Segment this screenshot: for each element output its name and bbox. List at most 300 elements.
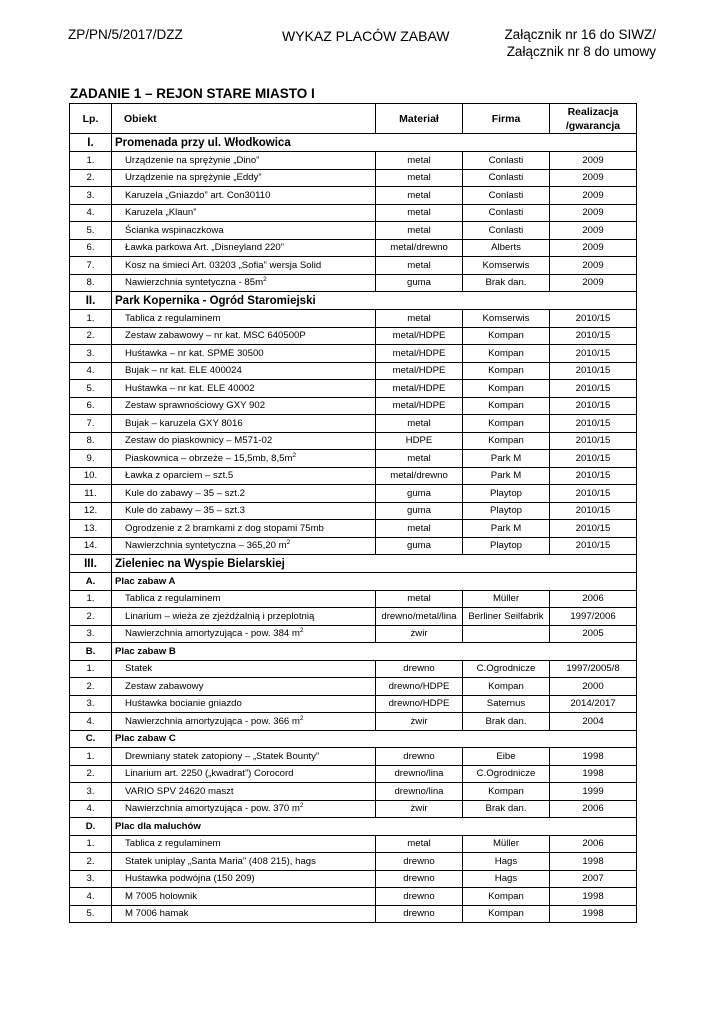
company-cell bbox=[463, 625, 550, 643]
row-number: 4. bbox=[70, 888, 112, 906]
table-row bbox=[70, 380, 637, 398]
section-title: Plac zabaw A bbox=[112, 573, 637, 591]
material-cell: metal bbox=[376, 415, 463, 433]
section-number: D. bbox=[70, 818, 112, 836]
row-number: 1. bbox=[70, 660, 112, 678]
table-row bbox=[70, 485, 637, 503]
year-cell: 1998 bbox=[550, 888, 637, 906]
row-number: 5. bbox=[70, 380, 112, 398]
object-name bbox=[112, 345, 376, 363]
object-name bbox=[112, 362, 376, 380]
company-cell: Komserwis bbox=[463, 310, 550, 328]
company-cell: Brak dan. bbox=[463, 713, 550, 731]
section-title: Zieleniec na Wyspie Bielarskiej bbox=[112, 555, 637, 573]
material-cell: guma bbox=[376, 502, 463, 520]
row-number: 3. bbox=[70, 187, 112, 205]
subsection-row bbox=[70, 730, 637, 748]
object-name bbox=[112, 397, 376, 415]
object-name-text: Nawierzchnia syntetyczna – 365,20 m bbox=[125, 540, 287, 552]
object-name bbox=[112, 257, 376, 275]
row-number: 12. bbox=[70, 502, 112, 520]
table-row bbox=[70, 537, 637, 555]
material-cell: drewno/HDPE bbox=[376, 678, 463, 696]
row-number: 1. bbox=[70, 748, 112, 766]
object-name-text: Tablica z regulaminem bbox=[125, 312, 221, 324]
company-cell: Conlasti bbox=[463, 222, 550, 240]
material-cell: guma bbox=[376, 537, 463, 555]
material-cell: drewno/metal/lina bbox=[376, 608, 463, 626]
company-cell: Kompan bbox=[463, 380, 550, 398]
document-title: WYKAZ PLACÓW ZABAW bbox=[282, 28, 450, 44]
row-number: 8. bbox=[70, 432, 112, 450]
material-cell: żwir bbox=[376, 625, 463, 643]
row-number: 3. bbox=[70, 625, 112, 643]
material-cell: metal bbox=[376, 520, 463, 538]
table-row bbox=[70, 239, 637, 257]
object-name-text: Huśtawka – nr kat. SPME 30500 bbox=[125, 347, 264, 359]
company-cell: Berliner Seilfabrik bbox=[463, 608, 550, 626]
year-cell: 2010/15 bbox=[550, 520, 637, 538]
company-cell: Kompan bbox=[463, 905, 550, 923]
row-number: 4. bbox=[70, 800, 112, 818]
object-name-text: Huśtawka bocianie gniazdo bbox=[125, 698, 242, 710]
table-row bbox=[70, 502, 637, 520]
company-cell: Park M bbox=[463, 520, 550, 538]
year-cell: 2010/15 bbox=[550, 397, 637, 415]
object-name bbox=[112, 800, 376, 818]
material-cell: metal/drewno bbox=[376, 239, 463, 257]
material-cell: metal bbox=[376, 169, 463, 187]
year-cell: 1998 bbox=[550, 853, 637, 871]
attachment-note-line2: Załącznik nr 8 do umowy bbox=[506, 43, 656, 59]
object-name bbox=[112, 187, 376, 205]
table-row bbox=[70, 608, 637, 626]
object-name bbox=[112, 660, 376, 678]
section-title: Park Kopernika - Ogród Staromiejski bbox=[112, 292, 637, 310]
table-header-row bbox=[70, 104, 637, 134]
table-row bbox=[70, 432, 637, 450]
subsection-row bbox=[70, 643, 637, 661]
row-number: 6. bbox=[70, 397, 112, 415]
company-cell: C.Ogrodnicze bbox=[463, 660, 550, 678]
table-row bbox=[70, 397, 637, 415]
unit-superscript: 2 bbox=[263, 276, 267, 284]
material-cell: drewno bbox=[376, 905, 463, 923]
row-number: 1. bbox=[70, 835, 112, 853]
material-cell: drewno bbox=[376, 660, 463, 678]
playground-table bbox=[69, 103, 637, 923]
row-number: 3. bbox=[70, 783, 112, 801]
object-name bbox=[112, 678, 376, 696]
year-cell: 2010/15 bbox=[550, 415, 637, 433]
year-cell: 2005 bbox=[550, 625, 637, 643]
row-number: 2. bbox=[70, 169, 112, 187]
unit-superscript: 2 bbox=[299, 802, 304, 810]
object-name-text: Zestaw zabawowy – nr kat. MSC 640500P bbox=[125, 330, 306, 342]
object-name bbox=[112, 835, 376, 853]
attachment-note bbox=[504, 27, 656, 60]
year-cell: 2010/15 bbox=[550, 537, 637, 555]
year-cell: 1998 bbox=[550, 905, 637, 923]
material-cell: metal/HDPE bbox=[376, 345, 463, 363]
material-cell: drewno/lina bbox=[376, 765, 463, 783]
year-cell: 2010/15 bbox=[550, 485, 637, 503]
year-cell: 2009 bbox=[550, 257, 637, 275]
column-header-material: Materiał bbox=[376, 104, 463, 134]
company-cell: Playtop bbox=[463, 502, 550, 520]
company-cell: Park M bbox=[463, 467, 550, 485]
table-row bbox=[70, 625, 637, 643]
object-name bbox=[112, 274, 376, 292]
object-name-text: Statek uniplay „Santa Maria” (408 215), hags bbox=[125, 855, 316, 867]
object-name-text: Kule do zabawy – 35 – szt.3 bbox=[125, 505, 245, 517]
section-number: C. bbox=[70, 730, 112, 748]
material-cell: metal/drewno bbox=[376, 467, 463, 485]
object-name bbox=[112, 432, 376, 450]
company-cell: Brak dan. bbox=[463, 800, 550, 818]
company-cell: Playtop bbox=[463, 537, 550, 555]
section-row bbox=[70, 134, 637, 152]
table-row bbox=[70, 274, 637, 292]
object-name-text: Ławka parkowa Art. „Disneyland 220” bbox=[125, 242, 284, 254]
section-number: II. bbox=[70, 292, 112, 310]
column-header-lp: Lp. bbox=[70, 104, 112, 134]
company-cell: C.Ogrodnicze bbox=[463, 765, 550, 783]
table-row bbox=[70, 888, 637, 906]
object-name-text: Piaskownica – obrzeże – 15,5mb, 8,5m bbox=[125, 452, 293, 464]
year-cell: 1997/2005/8 bbox=[550, 660, 637, 678]
object-name bbox=[112, 590, 376, 608]
company-cell: Eibe bbox=[463, 748, 550, 766]
object-name-text: Linarium art. 2250 („kwadrat”) Corocord bbox=[125, 768, 294, 780]
year-cell: 2010/15 bbox=[550, 327, 637, 345]
row-number: 6. bbox=[70, 239, 112, 257]
unit-superscript: 2 bbox=[292, 451, 297, 459]
object-name-text: Urządzenie na sprężynie „Dino” bbox=[125, 154, 260, 166]
object-name bbox=[112, 748, 376, 766]
table-row bbox=[70, 660, 637, 678]
company-cell: Kompan bbox=[463, 783, 550, 801]
table-row bbox=[70, 520, 637, 538]
company-cell: Saternus bbox=[463, 695, 550, 713]
object-name bbox=[112, 905, 376, 923]
object-name bbox=[112, 467, 376, 485]
object-name-text: Karuzela „Gniazdo” art. Con30110 bbox=[125, 189, 271, 201]
row-number: 4. bbox=[70, 362, 112, 380]
object-name bbox=[112, 152, 376, 170]
year-cell: 2006 bbox=[550, 590, 637, 608]
object-name bbox=[112, 450, 376, 468]
table-row bbox=[70, 204, 637, 222]
row-number: 8. bbox=[70, 274, 112, 292]
object-name bbox=[112, 222, 376, 240]
year-cell: 2009 bbox=[550, 239, 637, 257]
row-number: 2. bbox=[70, 853, 112, 871]
object-name-text: Nawierzchnia amortyzująca - pow. 370 m bbox=[125, 803, 300, 815]
company-cell: Komserwis bbox=[463, 257, 550, 275]
material-cell: drewno bbox=[376, 748, 463, 766]
section-number: I. bbox=[70, 134, 112, 152]
object-name-text: Tablica z regulaminem bbox=[125, 838, 221, 850]
object-name bbox=[112, 888, 376, 906]
year-cell: 2010/15 bbox=[550, 380, 637, 398]
object-name-text: Linarium – wieża ze zjeżdżalnią i przeplotnią bbox=[125, 610, 315, 622]
row-number: 11. bbox=[70, 485, 112, 503]
material-cell: metal bbox=[376, 204, 463, 222]
object-name bbox=[112, 485, 376, 503]
row-number: 10. bbox=[70, 467, 112, 485]
object-name-text: Bujak – karuzela GXY 8016 bbox=[125, 417, 243, 429]
company-cell: Park M bbox=[463, 450, 550, 468]
object-name bbox=[112, 204, 376, 222]
section-title: Plac dla maluchów bbox=[112, 818, 637, 836]
year-cell: 2010/15 bbox=[550, 432, 637, 450]
table-row bbox=[70, 713, 637, 731]
object-name bbox=[112, 537, 376, 555]
row-number: 4. bbox=[70, 713, 112, 731]
material-cell: drewno bbox=[376, 870, 463, 888]
material-cell: HDPE bbox=[376, 432, 463, 450]
section-number: III. bbox=[70, 555, 112, 573]
row-number: 5. bbox=[70, 905, 112, 923]
row-number: 1. bbox=[70, 152, 112, 170]
year-cell: 2009 bbox=[550, 222, 637, 240]
object-name-text: Zestaw zabawowy bbox=[125, 680, 204, 692]
material-cell: metal/HDPE bbox=[376, 397, 463, 415]
table-row bbox=[70, 415, 637, 433]
year-cell: 2006 bbox=[550, 800, 637, 818]
object-name bbox=[112, 625, 376, 643]
table-row bbox=[70, 765, 637, 783]
material-cell: żwir bbox=[376, 713, 463, 731]
company-cell: Kompan bbox=[463, 345, 550, 363]
subsection-row bbox=[70, 573, 637, 591]
section-title: Promenada przy ul. Włodkowica bbox=[112, 134, 637, 152]
table-row bbox=[70, 678, 637, 696]
row-number: 3. bbox=[70, 695, 112, 713]
object-name bbox=[112, 783, 376, 801]
unit-superscript: 2 bbox=[299, 714, 304, 722]
material-cell: metal/HDPE bbox=[376, 362, 463, 380]
company-cell: Müller bbox=[463, 835, 550, 853]
section-number: B. bbox=[70, 643, 112, 661]
row-number: 13. bbox=[70, 520, 112, 538]
company-cell: Playtop bbox=[463, 485, 550, 503]
column-header-realizacja-line1: Realizacja bbox=[567, 105, 619, 118]
object-name-text: Nawierzchnia syntetyczna - 85m bbox=[125, 277, 264, 289]
company-cell: Kompan bbox=[463, 327, 550, 345]
row-number: 14. bbox=[70, 537, 112, 555]
row-number: 1. bbox=[70, 590, 112, 608]
table-row bbox=[70, 905, 637, 923]
table-row bbox=[70, 169, 637, 187]
material-cell: guma bbox=[376, 485, 463, 503]
object-name-text: Ścianka wspinaczkowa bbox=[125, 224, 224, 236]
material-cell: metal bbox=[376, 187, 463, 205]
company-cell: Müller bbox=[463, 590, 550, 608]
company-cell: Conlasti bbox=[463, 204, 550, 222]
material-cell: metal bbox=[376, 835, 463, 853]
section-title: Plac zabaw B bbox=[112, 643, 637, 661]
material-cell: żwir bbox=[376, 800, 463, 818]
unit-superscript: 2 bbox=[299, 627, 304, 635]
unit-superscript: 2 bbox=[286, 539, 291, 547]
company-cell: Kompan bbox=[463, 415, 550, 433]
table-row bbox=[70, 748, 637, 766]
object-name bbox=[112, 765, 376, 783]
table-row bbox=[70, 257, 637, 275]
object-name bbox=[112, 853, 376, 871]
year-cell: 2004 bbox=[550, 713, 637, 731]
material-cell: metal/HDPE bbox=[376, 327, 463, 345]
material-cell: drewno bbox=[376, 853, 463, 871]
year-cell: 2010/15 bbox=[550, 310, 637, 328]
year-cell: 2010/15 bbox=[550, 362, 637, 380]
table-row bbox=[70, 152, 637, 170]
table-row bbox=[70, 327, 637, 345]
object-name-text: Urządzenie na sprężynie „Eddy” bbox=[125, 172, 262, 184]
column-header-realizacja-line2: /gwarancja bbox=[565, 119, 621, 132]
year-cell: 2010/15 bbox=[550, 345, 637, 363]
year-cell: 2009 bbox=[550, 169, 637, 187]
company-cell: Hags bbox=[463, 870, 550, 888]
object-name-text: Zestaw do piaskownicy – M571-02 bbox=[125, 435, 273, 447]
year-cell: 2014/2017 bbox=[550, 695, 637, 713]
company-cell: Kompan bbox=[463, 678, 550, 696]
table-row bbox=[70, 310, 637, 328]
material-cell: metal bbox=[376, 152, 463, 170]
year-cell: 1998 bbox=[550, 748, 637, 766]
material-cell: metal bbox=[376, 310, 463, 328]
table-body bbox=[70, 134, 637, 923]
attachment-note-line1: Załącznik nr 16 do SIWZ/ bbox=[504, 27, 656, 42]
object-name bbox=[112, 380, 376, 398]
year-cell: 2000 bbox=[550, 678, 637, 696]
material-cell: metal/HDPE bbox=[376, 380, 463, 398]
object-name-text: M 7006 hamak bbox=[125, 908, 189, 920]
table-row bbox=[70, 222, 637, 240]
year-cell: 2010/15 bbox=[550, 467, 637, 485]
material-cell: metal bbox=[376, 222, 463, 240]
material-cell: drewno/lina bbox=[376, 783, 463, 801]
year-cell: 1999 bbox=[550, 783, 637, 801]
object-name bbox=[112, 713, 376, 731]
row-number: 7. bbox=[70, 257, 112, 275]
object-name bbox=[112, 870, 376, 888]
object-name bbox=[112, 502, 376, 520]
year-cell: 2010/15 bbox=[550, 450, 637, 468]
company-cell: Alberts bbox=[463, 239, 550, 257]
year-cell: 2009 bbox=[550, 152, 637, 170]
column-header-obiekt: Obiekt bbox=[112, 104, 376, 134]
year-cell: 2006 bbox=[550, 835, 637, 853]
company-cell: Kompan bbox=[463, 362, 550, 380]
object-name-text: Bujak – nr kat. ELE 400024 bbox=[125, 365, 242, 377]
year-cell: 2010/15 bbox=[550, 502, 637, 520]
table-row bbox=[70, 590, 637, 608]
row-number: 1. bbox=[70, 310, 112, 328]
section-row bbox=[70, 292, 637, 310]
object-name bbox=[112, 415, 376, 433]
year-cell: 1998 bbox=[550, 765, 637, 783]
year-cell: 1997/2006 bbox=[550, 608, 637, 626]
row-number: 5. bbox=[70, 222, 112, 240]
object-name-text: Statek bbox=[125, 663, 153, 675]
material-cell: metal bbox=[376, 257, 463, 275]
object-name-text: Nawierzchnia amortyzująca - pow. 384 m bbox=[125, 628, 300, 640]
object-name bbox=[112, 239, 376, 257]
section-row bbox=[70, 555, 637, 573]
object-name-text: Nawierzchnia amortyzująca - pow. 366 m bbox=[125, 715, 300, 727]
table-row bbox=[70, 835, 637, 853]
row-number: 7. bbox=[70, 415, 112, 433]
company-cell: Kompan bbox=[463, 888, 550, 906]
year-cell: 2009 bbox=[550, 187, 637, 205]
table-row bbox=[70, 467, 637, 485]
year-cell: 2007 bbox=[550, 870, 637, 888]
section-number: A. bbox=[70, 573, 112, 591]
row-number: 2. bbox=[70, 678, 112, 696]
object-name-text: M 7005 holownik bbox=[125, 890, 197, 902]
table-row bbox=[70, 853, 637, 871]
row-number: 9. bbox=[70, 450, 112, 468]
company-cell: Brak dan. bbox=[463, 274, 550, 292]
object-name-text: Drewniany statek zatopiony – „Statek Bounty” bbox=[125, 750, 320, 762]
subsection-row bbox=[70, 818, 637, 836]
year-cell: 2009 bbox=[550, 204, 637, 222]
material-cell: metal bbox=[376, 450, 463, 468]
object-name-text: Huśtawka podwójna (150 209) bbox=[125, 873, 255, 885]
row-number: 2. bbox=[70, 327, 112, 345]
object-name bbox=[112, 169, 376, 187]
company-cell: Kompan bbox=[463, 397, 550, 415]
object-name-text: Kosz na śmieci Art. 03203 „Sofia” wersja Solid bbox=[125, 259, 322, 271]
row-number: 3. bbox=[70, 870, 112, 888]
material-cell: drewno bbox=[376, 888, 463, 906]
object-name bbox=[112, 520, 376, 538]
column-header-firma: Firma bbox=[463, 104, 550, 134]
object-name-text: Huśtawka – nr kat. ELE 40002 bbox=[125, 382, 255, 394]
object-name bbox=[112, 695, 376, 713]
table-row bbox=[70, 695, 637, 713]
object-name-text: Zestaw sprawnościowy GXY 902 bbox=[125, 400, 266, 412]
object-name-text: Karuzela „Klaun” bbox=[125, 207, 197, 219]
object-name-text: VARIO SPV 24620 maszt bbox=[125, 785, 234, 797]
object-name-text: Ogrodzenie z 2 bramkami z dog stopami 75mb bbox=[125, 522, 324, 534]
company-cell: Conlasti bbox=[463, 169, 550, 187]
table-row bbox=[70, 783, 637, 801]
table-row bbox=[70, 187, 637, 205]
year-cell: 2009 bbox=[550, 274, 637, 292]
object-name bbox=[112, 310, 376, 328]
table-row bbox=[70, 450, 637, 468]
company-cell: Conlasti bbox=[463, 187, 550, 205]
company-cell: Conlasti bbox=[463, 152, 550, 170]
company-cell: Kompan bbox=[463, 432, 550, 450]
object-name-text: Kule do zabawy – 35 – szt.2 bbox=[125, 487, 245, 499]
row-number: 2. bbox=[70, 608, 112, 626]
material-cell: drewno/HDPE bbox=[376, 695, 463, 713]
task-title: ZADANIE 1 – REJON STARE MIASTO I bbox=[70, 86, 315, 101]
table-row bbox=[70, 345, 637, 363]
material-cell: guma bbox=[376, 274, 463, 292]
document-reference: ZP/PN/5/2017/DZZ bbox=[68, 27, 183, 42]
object-name-text: Tablica z regulaminem bbox=[125, 593, 221, 605]
company-cell: Hags bbox=[463, 853, 550, 871]
row-number: 3. bbox=[70, 345, 112, 363]
material-cell: metal bbox=[376, 590, 463, 608]
table-row bbox=[70, 870, 637, 888]
